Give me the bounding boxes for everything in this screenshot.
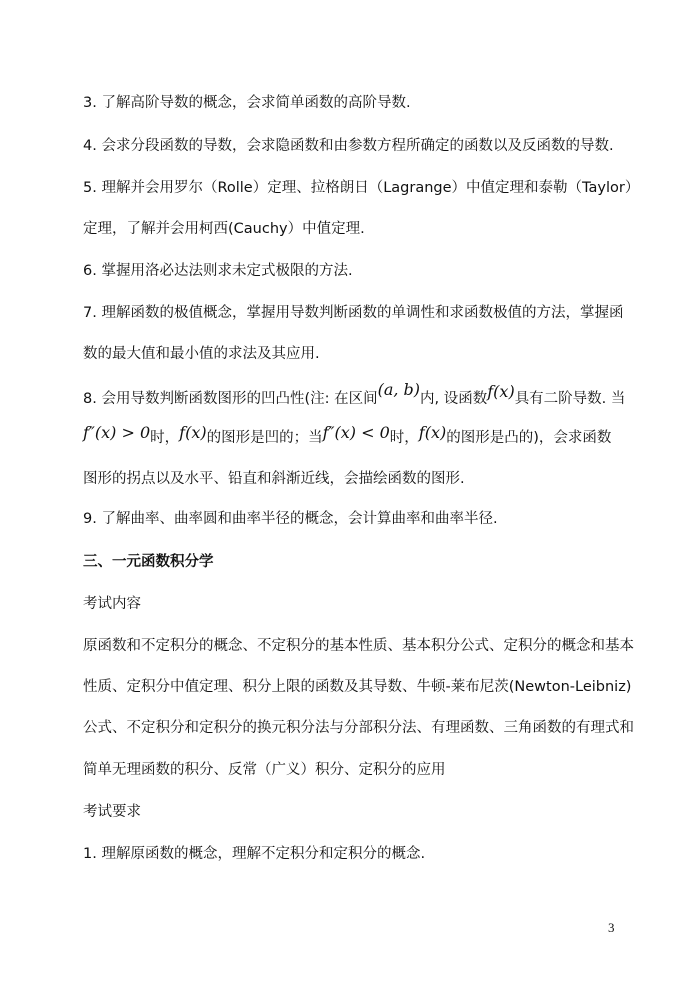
- item-7-line-2: 数的最大值和最小值的求法及其应用.: [83, 346, 320, 362]
- function-formula-3: f(x): [418, 423, 447, 442]
- content-title: 考试内容: [83, 596, 141, 612]
- second-derivative-positive-formula: f″(x) > 0: [83, 423, 151, 442]
- item-8-text-c: 具有二阶导数. 当: [514, 391, 626, 407]
- content-line-2: 性质、定积分中值定理、积分上限的函数及其导数、牛顿-莱布尼茨(Newton-Leibniz): [83, 679, 632, 695]
- item-8-text-a: 8. 会用导数判断函数图形的凹凸性(注: 在区间: [83, 391, 378, 407]
- item-8-line-3: 图形的拐点以及水平、铅直和斜渐近线，会描绘函数的图形.: [83, 471, 465, 487]
- item-8-text-d: 时，: [150, 430, 180, 446]
- item-3: 3. 了解高阶导数的概念，会求简单函数的高阶导数.: [83, 95, 411, 111]
- requirement-1: 1. 理解原函数的概念，理解不定积分和定积分的概念.: [83, 846, 426, 862]
- second-derivative-negative-formula: f″(x) < 0: [322, 423, 390, 442]
- requirements-title: 考试要求: [83, 804, 141, 820]
- function-formula-2: f(x): [179, 423, 207, 442]
- item-4: 4. 会求分段函数的导数，会求隐函数和由参数方程所确定的函数以及反函数的导数.: [83, 138, 614, 154]
- section-heading: 三、一元函数积分学: [83, 554, 214, 570]
- item-7-line-1: 7. 理解函数的极值概念，掌握用导数判断函数的单调性和求函数极值的方法，掌握函: [83, 305, 624, 321]
- item-5-line-2: 定理，了解并会用柯西(Cauchy）中值定理.: [83, 221, 365, 237]
- item-9: 9. 了解曲率、曲率圆和曲率半径的概念，会计算曲率和曲率半径.: [83, 511, 498, 527]
- content-line-4: 简单无理函数的积分、反常（广义）积分、定积分的应用: [83, 762, 446, 778]
- content-line-3: 公式、不定积分和定积分的换元积分法与分部积分法、有理函数、三角函数的有理式和: [83, 720, 634, 736]
- item-5-line-1: 5. 理解并会用罗尔（Rolle）定理、拉格朗日（Lagrange）中值定理和泰勒（Taylor）: [83, 180, 640, 196]
- item-8-text-b: 内, 设函数: [420, 391, 488, 407]
- content-line-1: 原函数和不定积分的概念、不定积分的基本性质、基本积分公式、定积分的概念和基本: [83, 638, 634, 654]
- function-formula: f(x): [487, 382, 515, 401]
- item-8-text-e: 的图形是凹的；当: [206, 430, 323, 446]
- item-8-text-f: 时，: [389, 430, 419, 446]
- page-number: 3: [608, 920, 615, 935]
- item-6: 6. 掌握用洛必达法则求未定式极限的方法.: [83, 263, 353, 279]
- item-8-line-2: [83, 423, 612, 448]
- interval-formula: (a, b): [377, 380, 421, 399]
- item-8-text-g: 的图形是凸的)，会求函数: [446, 430, 612, 446]
- item-8-line-1: [83, 380, 626, 409]
